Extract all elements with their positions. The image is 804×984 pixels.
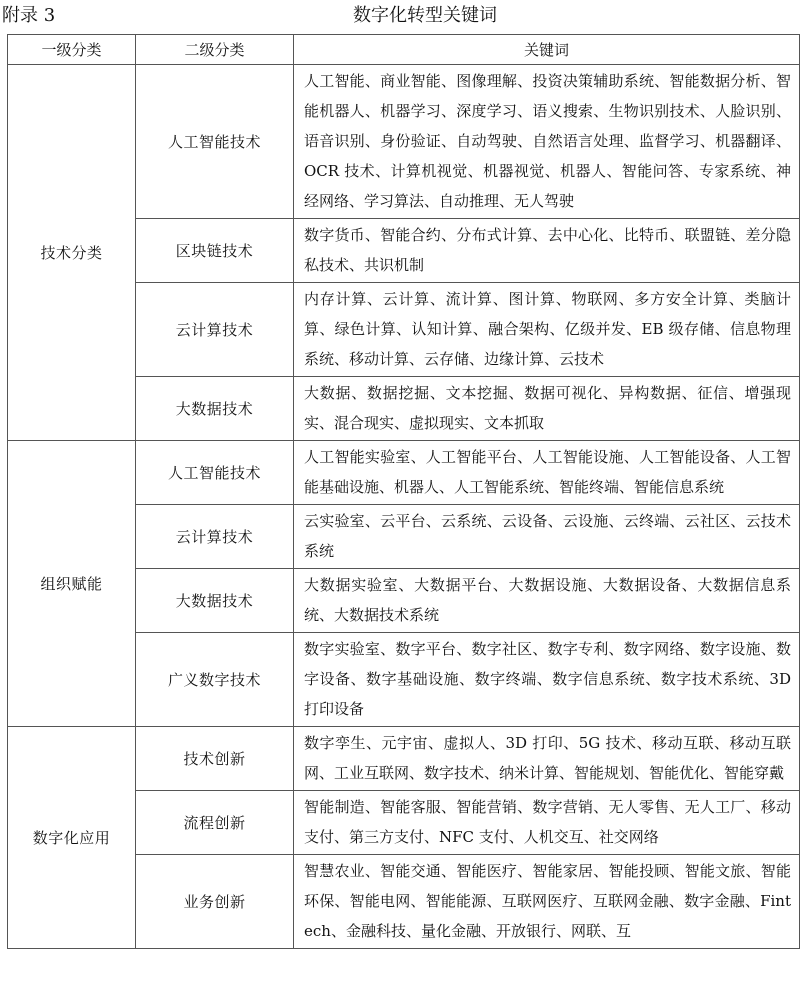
keyword-cell: 云实验室、云平台、云系统、云设备、云设施、云终端、云社区、云技术系统 [294,505,800,569]
appendix-label: 附录 3 [2,5,56,26]
level2-category: 人工智能技术 [136,441,294,505]
keyword-cell: 数字货币、智能合约、分布式计算、去中心化、比特币、联盟链、差分隐私技术、共识机制 [294,219,800,283]
keyword-cell: 数字实验室、数字平台、数字社区、数字专利、数字网络、数字设施、数字设备、数字基础设施、数字终端、数字信息系统、数字技术系统、3D 打印设备 [294,633,800,727]
keyword-cell: 人工智能、商业智能、图像理解、投资决策辅助系统、智能数据分析、智能机器人、机器学习、深度学习、语义搜索、生物识别技术、人脸识别、语音识别、身份验证、自动驾驶、自然语言处理、监督学习、机器翻译、OCR 技术、计算机视觉、机器视觉、机器人、智能问答、专家系统、神经网络、学习算法、自动推理、无人驾驶 [294,65,800,219]
level2-category: 流程创新 [136,791,294,855]
table-title: 数字化转型关键词 [353,5,497,26]
level2-category: 云计算技术 [136,283,294,377]
header-keywords: 关键词 [294,35,800,65]
level2-category: 云计算技术 [136,505,294,569]
header-level1: 一级分类 [8,35,136,65]
table-row [8,727,800,791]
level1-category-tech: 技术分类 [8,65,136,441]
level2-category: 业务创新 [136,855,294,949]
level2-category: 大数据技术 [136,569,294,633]
level2-category: 技术创新 [136,727,294,791]
level1-category-app: 数字化应用 [8,727,136,949]
header-row [8,35,800,65]
keyword-table [7,34,800,949]
level2-category: 区块链技术 [136,219,294,283]
table-row [8,65,800,219]
level1-category-org: 组织赋能 [8,441,136,727]
keyword-cell: 内存计算、云计算、流计算、图计算、物联网、多方安全计算、类脑计算、绿色计算、认知计算、融合架构、亿级并发、EB 级存储、信息物理系统、移动计算、云存储、边缘计算、云技术 [294,283,800,377]
level2-category: 广义数字技术 [136,633,294,727]
keyword-cell: 大数据、数据挖掘、文本挖掘、数据可视化、异构数据、征信、增强现实、混合现实、虚拟现实、文本抓取 [294,377,800,441]
keyword-cell: 智能制造、智能客服、智能营销、数字营销、无人零售、无人工厂、移动支付、第三方支付、NFC 支付、人机交互、社交网络 [294,791,800,855]
keyword-cell: 数字孪生、元宇宙、虚拟人、3D 打印、5G 技术、移动互联、移动互联网、工业互联网、数字技术、纳米计算、智能规划、智能优化、智能穿戴 [294,727,800,791]
keyword-cell: 智慧农业、智能交通、智能医疗、智能家居、智能投顾、智能文旅、智能环保、智能电网、智能能源、互联网医疗、互联网金融、数字金融、Fintech、金融科技、量化金融、开放银行、网联、互 [294,855,800,949]
level2-category: 人工智能技术 [136,65,294,219]
keyword-cell: 大数据实验室、大数据平台、大数据设施、大数据设备、大数据信息系统、大数据技术系统 [294,569,800,633]
keyword-cell: 人工智能实验室、人工智能平台、人工智能设施、人工智能设备、人工智能基础设施、机器人、人工智能系统、智能终端、智能信息系统 [294,441,800,505]
table-row [8,441,800,505]
header-level2: 二级分类 [136,35,294,65]
level2-category: 大数据技术 [136,377,294,441]
